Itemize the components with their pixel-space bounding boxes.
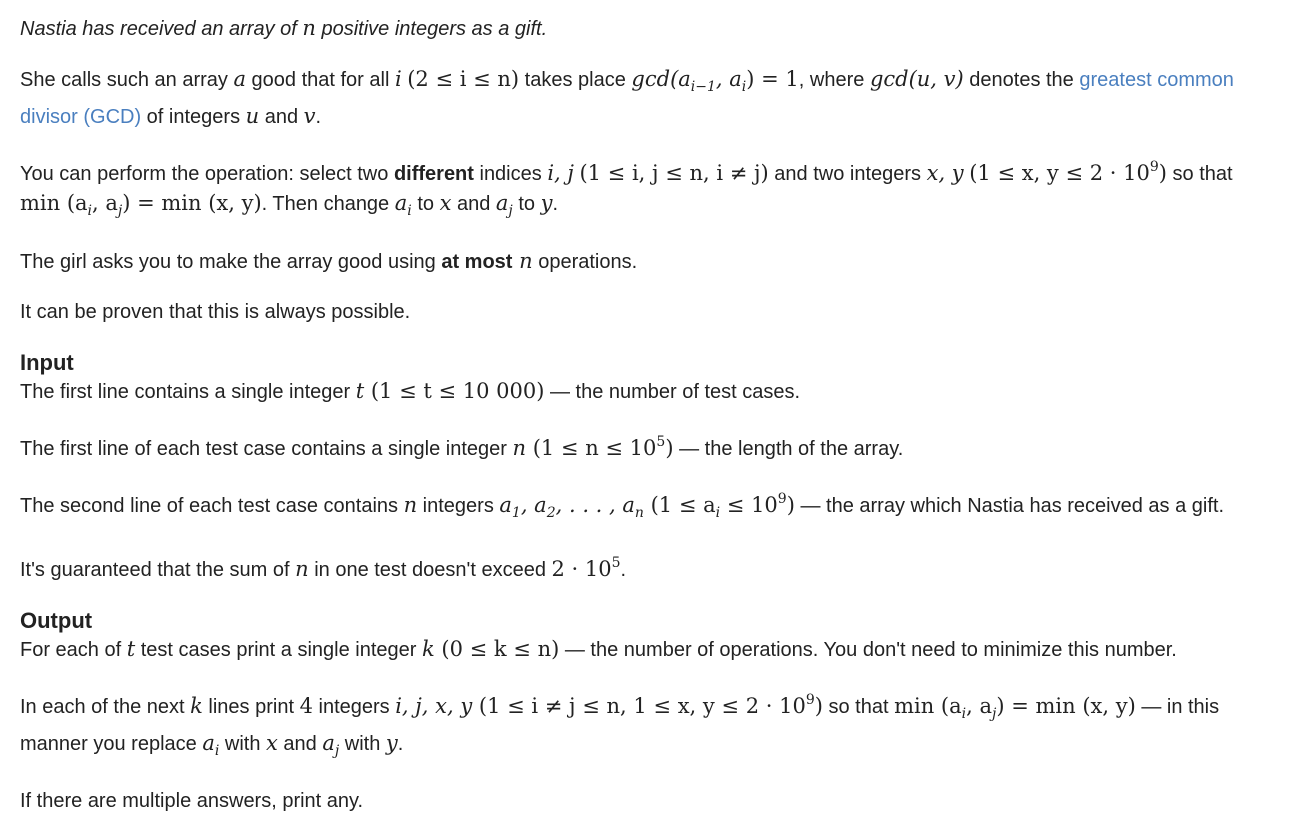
math-condition: (1 ≤ i, j ≤ n, i ≠ j) bbox=[579, 161, 769, 185]
math-four: 4 bbox=[299, 694, 313, 718]
good-paragraph-line2 bbox=[20, 102, 1303, 132]
text: and bbox=[277, 733, 323, 755]
bold-different: different bbox=[393, 163, 474, 185]
math-condition: (1 ≤ n ≤ 10 bbox=[526, 436, 657, 460]
input-line4 bbox=[20, 549, 1303, 585]
text: The second line of each test case contains bbox=[20, 495, 404, 517]
math-exp: 9 bbox=[1149, 159, 1159, 175]
bold-at-most: at most bbox=[441, 251, 513, 273]
math-sub: i bbox=[87, 203, 93, 219]
math-sub: j bbox=[508, 203, 513, 219]
math-vars: i, j, x, y bbox=[395, 694, 473, 718]
math-condition: (1 ≤ t ≤ 10 000) bbox=[364, 379, 545, 403]
text: . bbox=[620, 559, 627, 581]
text: — the array which Nastia has received as a gift. bbox=[794, 495, 1225, 517]
output-line1 bbox=[20, 635, 1303, 665]
proven-paragraph: It can be proven that this is always possible. bbox=[20, 301, 411, 323]
text: You can perform the operation: select two bbox=[20, 163, 394, 185]
text: integers bbox=[417, 495, 500, 517]
input-section-title: Input bbox=[20, 350, 74, 375]
math-sub: i bbox=[741, 79, 747, 95]
math-sub: i−1 bbox=[690, 79, 716, 95]
text: and two integers bbox=[768, 163, 927, 185]
text: and bbox=[451, 193, 496, 215]
text: with bbox=[339, 733, 386, 755]
math-sub: n bbox=[634, 505, 644, 521]
math-t: t bbox=[355, 379, 365, 403]
math-gcd: , a bbox=[715, 67, 742, 91]
text: For each of bbox=[20, 639, 127, 661]
text: — the number of test cases. bbox=[544, 381, 801, 403]
math-x: x bbox=[266, 731, 278, 755]
text: — the number of operations. You don't need to minimize this number. bbox=[559, 639, 1177, 661]
text: She calls such an array bbox=[20, 69, 234, 91]
math-sub: i bbox=[407, 203, 412, 219]
math-condition: ) bbox=[665, 436, 674, 460]
text: — the length of the array. bbox=[673, 438, 904, 460]
math-x: x bbox=[439, 191, 452, 215]
math-y: y bbox=[385, 731, 398, 755]
math-ij: i, j bbox=[547, 161, 574, 185]
text: . bbox=[397, 733, 404, 755]
operation-paragraph-line1 bbox=[20, 153, 1303, 189]
good-paragraph-line1 bbox=[20, 65, 1303, 102]
math-t: t bbox=[126, 637, 136, 661]
intro-text-end: positive integers as a gift. bbox=[315, 18, 548, 40]
input-line2 bbox=[20, 428, 1303, 464]
math-min: min (a bbox=[20, 191, 88, 215]
math-sub: i bbox=[715, 505, 721, 521]
text: It's guaranteed that the sum of bbox=[20, 559, 296, 581]
math-sub: j bbox=[992, 706, 997, 722]
text: so that bbox=[822, 696, 895, 718]
text: in one test doesn't exceed bbox=[308, 559, 552, 581]
text: so that bbox=[1166, 163, 1233, 185]
math-a: a bbox=[202, 731, 215, 755]
math-exp: 5 bbox=[611, 555, 621, 571]
math-gcd: gcd(a bbox=[631, 67, 691, 91]
output-section-title: Output bbox=[20, 608, 93, 633]
math-i: i bbox=[394, 67, 402, 91]
math-condition: (1 ≤ x, y ≤ 2 · 10 bbox=[969, 161, 1150, 185]
math-sub: i bbox=[961, 706, 967, 722]
math-xy: x, y bbox=[926, 161, 964, 185]
math-exp: 9 bbox=[805, 692, 815, 708]
math-n: n bbox=[302, 16, 316, 40]
math-condition: ) bbox=[786, 493, 795, 517]
operation-paragraph-line2 bbox=[20, 189, 1303, 226]
text: takes place bbox=[519, 69, 632, 91]
math-a: , . . . , a bbox=[555, 493, 635, 517]
math-gcd-uv: gcd(u, v) bbox=[869, 67, 964, 91]
math-a: a bbox=[233, 67, 246, 91]
math-sub: j bbox=[117, 203, 123, 219]
math-min: , a bbox=[966, 694, 992, 718]
output-line3 bbox=[20, 729, 1303, 766]
math-min: min (a bbox=[894, 694, 962, 718]
math-exp: 9 bbox=[777, 491, 787, 507]
text: The first line of each test case contains a single integer bbox=[20, 438, 513, 460]
math-condition: ) bbox=[1158, 161, 1167, 185]
text: test cases print a single integer bbox=[135, 639, 422, 661]
intro-text: Nastia has received an array of bbox=[20, 18, 303, 40]
gcd-link[interactable]: greatest common bbox=[1079, 69, 1234, 91]
math-n: n bbox=[512, 249, 533, 273]
text: denotes the bbox=[963, 69, 1080, 91]
text: In each of the next bbox=[20, 696, 191, 718]
girl-paragraph bbox=[20, 247, 1303, 277]
math-a: a bbox=[495, 191, 509, 215]
text: — in this bbox=[1135, 696, 1220, 718]
output-line4: If there are multiple answers, print any. bbox=[20, 790, 364, 812]
input-line1 bbox=[20, 377, 1303, 407]
math-sub: 1 bbox=[511, 505, 521, 521]
text: indices bbox=[473, 163, 548, 185]
text: , where bbox=[798, 69, 870, 91]
math-min: ) = min (x, y) bbox=[122, 191, 262, 215]
text: The girl asks you to make the array good using bbox=[20, 251, 442, 273]
math-gcd: ) = 1 bbox=[746, 67, 799, 91]
math-n: n bbox=[512, 436, 527, 460]
text: with bbox=[219, 733, 267, 755]
math-condition: ≤ 10 bbox=[720, 493, 778, 517]
math-a: a bbox=[499, 493, 512, 517]
math-v: v bbox=[303, 104, 316, 128]
text: The first line contains a single integer bbox=[20, 381, 356, 403]
output-line2 bbox=[20, 686, 1303, 729]
math-y: y bbox=[540, 191, 553, 215]
math-condition: (2 ≤ i ≤ n) bbox=[407, 67, 520, 91]
math-a: a bbox=[322, 731, 335, 755]
math-k: k bbox=[190, 694, 203, 718]
math-u: u bbox=[245, 104, 260, 128]
gcd-link-continued[interactable]: divisor (GCD) bbox=[20, 106, 142, 128]
math-sub: j bbox=[334, 743, 340, 759]
text: lines print bbox=[202, 696, 300, 718]
math-sub: 2 bbox=[546, 505, 556, 521]
math-n: n bbox=[403, 493, 418, 517]
math-a: a bbox=[394, 191, 408, 215]
math-exp: 5 bbox=[656, 434, 666, 450]
text: and bbox=[259, 106, 304, 128]
math-sub: i bbox=[214, 743, 220, 759]
text: to bbox=[512, 193, 541, 215]
text: integers bbox=[312, 696, 396, 718]
text: of integers bbox=[141, 106, 246, 128]
math-n: n bbox=[295, 557, 309, 581]
input-line3 bbox=[20, 485, 1303, 528]
math-condition: (1 ≤ a bbox=[643, 493, 716, 517]
text: to bbox=[411, 193, 440, 215]
text: operations. bbox=[532, 251, 638, 273]
text: manner you replace bbox=[20, 733, 203, 755]
math-a: , a bbox=[520, 493, 547, 517]
text: good that for all bbox=[245, 69, 395, 91]
text: . Then change bbox=[261, 193, 395, 215]
math-condition: ) bbox=[814, 694, 823, 718]
text: . bbox=[315, 106, 322, 128]
math-condition: (0 ≤ k ≤ n) bbox=[434, 637, 560, 661]
math-min: , a bbox=[92, 191, 118, 215]
intro-paragraph bbox=[20, 14, 1303, 44]
math-bound: 2 · 10 bbox=[551, 557, 612, 581]
math-k: k bbox=[422, 637, 435, 661]
math-condition: (1 ≤ i ≠ j ≤ n, 1 ≤ x, y ≤ 2 · 10 bbox=[472, 694, 806, 718]
text: . bbox=[552, 193, 558, 215]
math-min: ) = min (x, y) bbox=[996, 694, 1136, 718]
